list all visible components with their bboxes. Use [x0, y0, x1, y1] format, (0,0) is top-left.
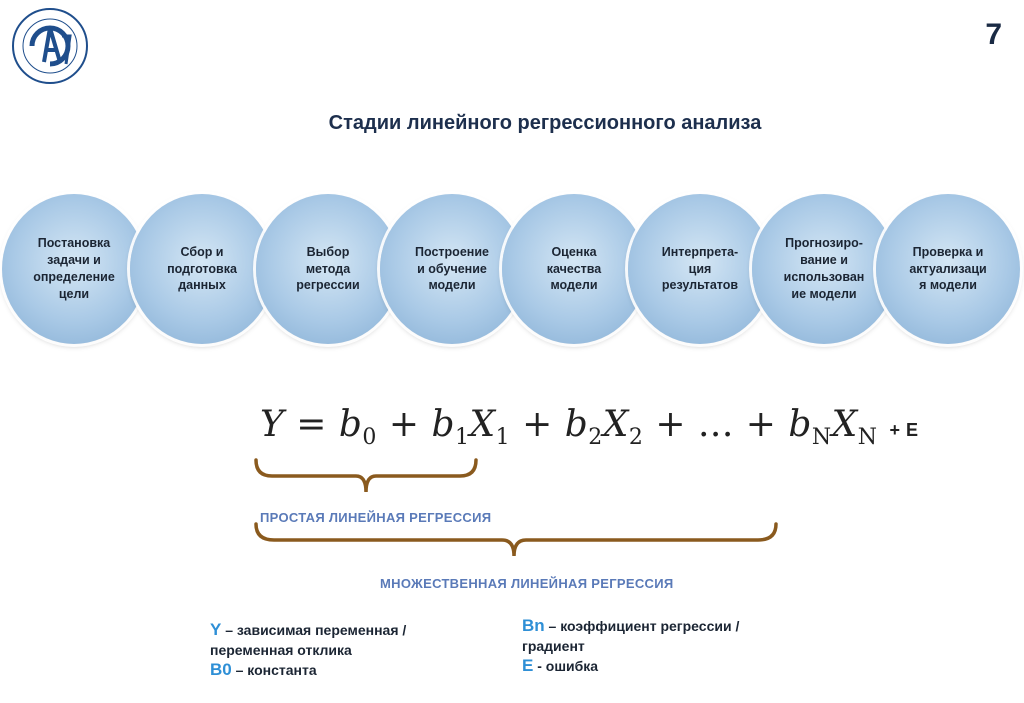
stage-data [130, 194, 274, 344]
stage-label: Выбор метода регрессии [296, 244, 360, 293]
university-seal-icon [10, 6, 90, 86]
stage-label: Оценка качества модели [546, 244, 602, 293]
formula-x2: X [602, 404, 629, 445]
stage-label: Проверка и актуализаци я модели [909, 244, 987, 293]
formula-xn: X [831, 404, 858, 445]
legend-text: переменная отклика [210, 642, 352, 658]
stage-interpret [628, 194, 772, 344]
legend-item [210, 640, 406, 660]
legend-item [522, 656, 739, 676]
stage-method [256, 194, 400, 344]
legend-text: – коэффициент регрессии / [544, 618, 740, 634]
legend-symbol: Bn [522, 616, 545, 635]
formula-sub: 1 [454, 425, 470, 451]
legend-item [210, 620, 406, 640]
legend-text: – зависимая переменная / [221, 622, 407, 638]
formula-sub: 2 [628, 425, 644, 451]
legend-symbol: Y [210, 620, 222, 639]
stages-row [0, 190, 1024, 350]
legend-symbol: E [522, 656, 534, 675]
formula-plus: + [745, 404, 789, 445]
formula-plus: + [510, 404, 565, 445]
formula-b1: b [431, 404, 455, 445]
stage-label: Сбор и подготовка данных [167, 244, 237, 293]
formula-bn: b [788, 404, 812, 445]
legend-symbol: B0 [210, 660, 232, 679]
stage-forecast [752, 194, 896, 344]
university-logo [10, 6, 90, 86]
slide-title: Стадии линейного регрессионного анализа [328, 112, 762, 134]
legend-item [522, 636, 739, 656]
legend-text: градиент [522, 638, 585, 654]
stage-label: Построение и обучение модели [415, 244, 489, 293]
legend-left [210, 620, 406, 680]
formula-sub: 2 [588, 425, 603, 451]
simple-regression-label: ПРОСТАЯ ЛИНЕЙНАЯ РЕГРЕССИЯ [260, 510, 492, 525]
formula-equals: = [284, 404, 339, 445]
simple-regression-brace [252, 456, 482, 500]
formula-y: Y [260, 404, 285, 445]
multiple-regression-brace [252, 520, 782, 566]
formula-sub: 1 [495, 425, 511, 451]
stage-label: Прогнозиро- вание и использован ие модели [783, 236, 865, 301]
formula-sub: N [857, 425, 878, 451]
formula-b2: b [564, 404, 589, 445]
legend-item [210, 660, 406, 680]
legend-item [522, 616, 739, 636]
regression-formula [260, 404, 919, 450]
formula-b0: b [338, 404, 363, 445]
stage-problem [2, 194, 146, 344]
stage-validation [876, 194, 1020, 344]
formula-error-term: + E [889, 420, 919, 440]
legend-text: - ошибка [533, 658, 599, 674]
legend-right [522, 616, 739, 676]
formula-dots: ... [697, 404, 746, 445]
stage-evaluation [502, 194, 646, 344]
multiple-regression-label: МНОЖЕСТВЕННАЯ ЛИНЕЙНАЯ РЕГРЕССИЯ [380, 576, 674, 591]
formula-x1: X [469, 404, 496, 445]
formula-sub: N [811, 425, 832, 451]
stage-label: Интерпрета- ция результатов [661, 244, 739, 293]
stage-label: Постановка задачи и определение цели [33, 236, 115, 301]
formula-plus: + [643, 404, 698, 445]
page-number: 7 [985, 18, 1002, 51]
formula-sub: 0 [362, 425, 377, 451]
formula-plus: + [376, 404, 432, 445]
legend-text: – константа [231, 662, 317, 678]
